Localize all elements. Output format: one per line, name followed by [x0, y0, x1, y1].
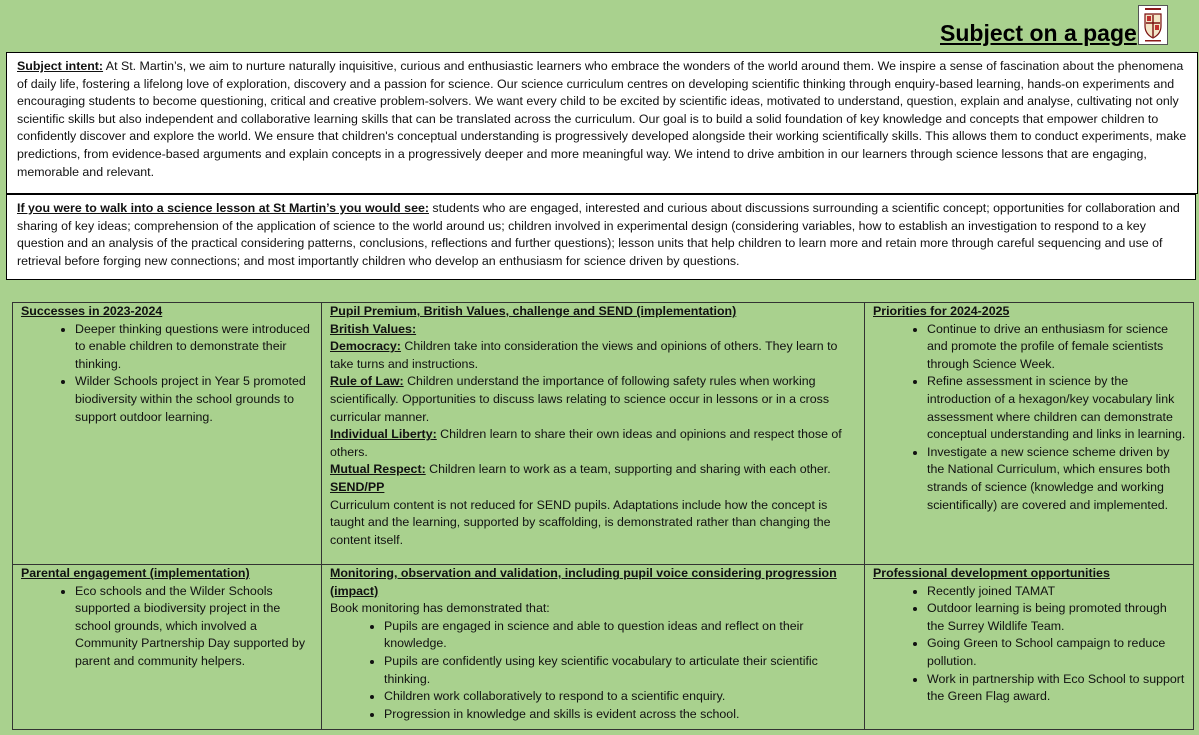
list-item: • Pupils are engaged in science and able to question ideas and reflect on their knowledge. [384, 618, 858, 653]
british-values-heading: British Values: [330, 321, 417, 336]
successes-heading: Successes in 2023-2024 [21, 304, 163, 318]
monitoring-intro: Book monitoring has demonstrated that: [330, 601, 550, 616]
list-item: • Refine assessment in science by the introduction of a hexagon/key vocabulary link assessment where children can demonstrate conceptual understanding and links in learning. [927, 373, 1187, 443]
list-item: • Eco schools and the Wilder Schools supported a biodiversity project in the school grounds, which involved a Community Partnership Day supported by parent and community helpers. [75, 583, 315, 671]
list-item: • Work in partnership with Eco School to support the Green Flag award. [927, 671, 1187, 706]
list-item: • Going Green to School campaign to reduce pollution. [927, 635, 1187, 670]
successes-cell [13, 303, 322, 565]
monitoring-list [330, 618, 858, 724]
walk-in-text: students who are engaged, interested and curious about discussions surrounding a scientific concept; opportunities for collaboration and sharing of key ideas; comprehension of the application of science to the world around us; children involved in experimental design (considering variables, how to establish an investigation to respond to a key question and an analysis of the practical considering patterns, conclusions, reflections and further questions); lesson units that help children to learn more and retain more through careful sequencing and use of retrieval before forging new connections; and most importantly children who develop an enthusiasm for science driven by questions. [17, 201, 1180, 268]
list-item: • Wilder Schools project in Year 5 promoted biodiversity within the school grounds to support outdoor learning. [75, 373, 315, 426]
value-label: Rule of Law: [330, 374, 404, 389]
value-mutual-respect [330, 461, 858, 479]
priorities-list [873, 321, 1187, 515]
professional-list [873, 583, 1187, 706]
list-item: • Investigate a new science scheme driven by the National Curriculum, which ensures both strands of science (knowledge and working scientifically) are covered and implemented. [927, 444, 1187, 514]
subject-intent-text: At St. Martin’s, we aim to nurture naturally inquisitive, curious and enthusiastic learners who embrace the wonders of the world around them. We inspire a sense of fascination about the phenomena of daily life, fostering a lifelong love of exploration, discovery and a passion for science. Our science curriculum centres on developing scientific thinking through enquiry-based learning, hands-on experiments and encouraging students to become questioning, critical and creative problem-solvers. We want every child to be excited by scientific ideas, motivated to understand, question, explain and analyse, cultivating not only scientific skills but also independent and collaborative learning skills that can be translated across the curriculum. Our goal is to build a solid foundation of key knowledge and concepts that empower children to confidently discover and explore the world. We ensure that children's conceptual understanding is progressively developed alongside their working scientifically skills. This allows them to conduct experiments, make predictions, from evidence-based arguments and explain concepts in a progressively deeper and more meaningful way. We intend to drive ambition in our learners through science lessons that are engaging, memorable and relevant. [17, 59, 1187, 179]
pupil-premium-heading: Pupil Premium, British Values, challenge and SEND (implementation) [330, 304, 737, 318]
value-text: Children learn to work as a team, supporting and sharing with each other. [425, 462, 831, 477]
priorities-heading: Priorities for 2024-2025 [873, 304, 1010, 318]
value-label: Individual Liberty: [330, 427, 437, 442]
send-heading: SEND/PP [330, 479, 385, 494]
list-item: • Pupils are confidently using key scientific vocabulary to articulate their scientific thinking. [384, 653, 858, 688]
parental-cell [13, 565, 322, 730]
walk-in-label: If you were to walk into a science lesson at St Martin’s you would see: [17, 201, 429, 215]
monitoring-cell [322, 565, 865, 730]
list-item: • Progression in knowledge and skills is evident across the school. [384, 706, 858, 724]
list-item: • Outdoor learning is being promoted through the Surrey Wildlife Team. [927, 600, 1187, 635]
send-text: Curriculum content is not reduced for SEND pupils. Adaptations include how the concept is taught and the learning, supported by scaffolding, is demonstrated rather than changing the content itself. [330, 497, 831, 547]
monitoring-heading: Monitoring, observation and validation, including pupil voice considering progression (impact) [330, 566, 837, 598]
list-item: • Continue to drive an enthusiasm for science and promote the profile of female scientists through Science Week. [927, 321, 1187, 374]
value-text: Children learn to share their own ideas and opinions and respect those of others. [330, 427, 842, 459]
value-democracy [330, 338, 858, 373]
subject-intent-label: Subject intent: [17, 59, 104, 73]
school-crest-icon [1138, 5, 1168, 45]
parental-heading: Parental engagement (implementation) [21, 566, 250, 580]
value-text: Children take into consideration the views and opinions of others. They learn to take turns and instructions. [330, 339, 838, 371]
professional-heading: Professional development opportunities [873, 566, 1110, 580]
list-item: • Recently joined TAMAT [927, 583, 1187, 601]
successes-list [21, 321, 315, 427]
subject-intent-box [6, 52, 1198, 194]
summary-grid [12, 302, 1194, 730]
walk-in-box [6, 194, 1196, 280]
value-label: Mutual Respect: [330, 462, 426, 477]
list-item: • Deeper thinking questions were introduced to enable children to demonstrate their thinking. [75, 321, 315, 374]
page-title: Subject on a page [940, 20, 1137, 46]
value-text: Children understand the importance of following safety rules when working scientifically. Opportunities to discuss laws relating to science occur in lessons or in a cross curricular manner. [330, 374, 830, 424]
pupil-premium-cell [322, 303, 865, 565]
parental-list [21, 583, 315, 671]
priorities-cell [865, 303, 1194, 565]
list-item: • Children work collaboratively to respond to a scientific enquiry. [384, 688, 858, 706]
value-individual-liberty [330, 426, 858, 461]
value-label: Democracy: [330, 339, 401, 354]
value-rule-of-law [330, 373, 858, 426]
professional-cell [865, 565, 1194, 730]
